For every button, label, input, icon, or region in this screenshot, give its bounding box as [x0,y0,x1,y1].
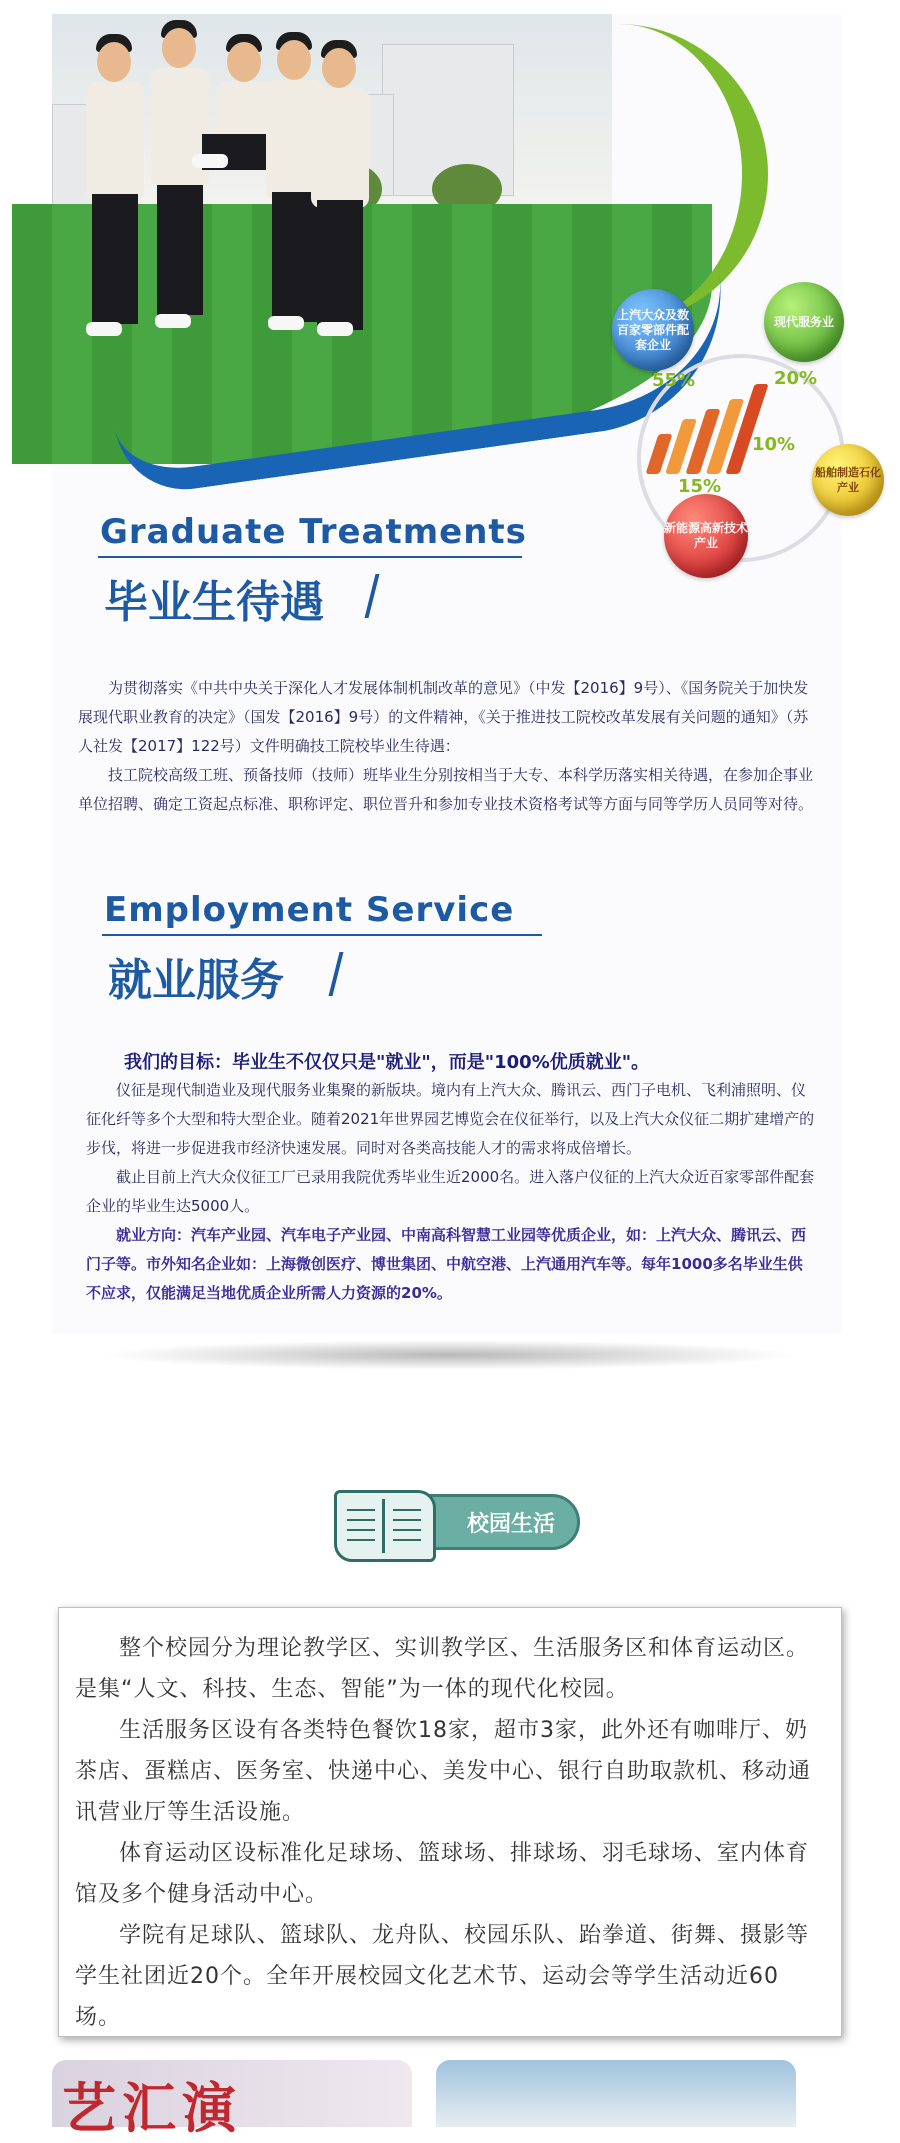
graduate-text [78,674,818,819]
book-icon [334,1490,436,1562]
bubble-modern-service: 现代服务业 [764,282,844,362]
percent-label: 20% [774,368,818,389]
stage-banner-text: 艺汇演 [62,2077,242,2140]
bubble-shipbuilding: 船舶制造石化产业 [812,444,884,516]
slash-mark [365,574,380,618]
employment-title-zh: 就业服务 [108,955,284,1006]
employment-direction: 就业方向：汽车产业园、汽车电子产业园、中南高科智慧工业园等优质企业，如：上汽大众、腾讯云、西门子等。市外知名企业如：上海微创医疗、博世集团、中航空港、上汽通用汽车等。每年1000多名毕业生供不应求，仅能满足当地优质企业所需人力资源的20%。 [86,1226,807,1302]
campus-paragraph: 整个校园分为理论教学区、实训教学区、生活服务区和体育运动区。是集“人文、科技、生态、智能”为一体的现代化校园。 [75,1636,810,1702]
campus-life-box [58,1607,842,2037]
campus-life-label: 校园生活 [404,1494,580,1550]
employment-paragraph: 仪征是现代制造业及现代服务业集聚的新版块。境内有上汽大众、腾讯云、西门子电机、飞利浦照明、仪征化纤等多个大型和特大型企业。随着2021年世界园艺博览会在仪征举行，以及上汽大众仪征二期扩建增产的步伐，将进一步促进我市经济快速发展。同时对各类高技能人才的需求将成倍增长。 [86,1081,815,1157]
employment-text [86,1076,816,1308]
graduate-title-zh: 毕业生待遇 [104,577,324,628]
graduate-title-en: Graduate Treatments [100,512,527,552]
campus-paragraph: 学院有足球队、篮球队、龙舟队、校园乐队、跆拳道、街舞、摄影等学生社团近20个。全年开展校园文化艺术节、运动会等学生活动近60场。 [75,1923,810,2030]
employment-title-en: Employment Service [104,890,515,930]
divider [98,556,522,558]
campus-life-tag [334,1490,580,1556]
campus-paragraph: 生活服务区设有各类特色餐饮18家，超市3家，此外还有咖啡厅、奶茶店、蛋糕店、医务室、快递中心、美发中心、银行自助取款机、移动通讯营业厅等生活设施。 [75,1718,812,1825]
bubble-new-energy: 新能源高新技术产业 [664,494,748,578]
percent-label: 55% [652,370,696,391]
employment-goal: 我们的目标：毕业生不仅仅只是"就业"，而是"100%优质就业"。 [124,1052,650,1073]
arts-performance-photo [52,2060,412,2140]
bubble-auto-industry: 上汽大众及数百家零部件配套企业 [612,289,694,371]
employment-paragraph: 截止目前上汽大众仪征工厂已录用我院优秀毕业生近2000名。进入落户仪征的上汽大众近百家零部件配套企业的毕业生达5000人。 [86,1168,815,1215]
divider [102,934,542,936]
slash-mark [329,952,344,996]
graduate-paragraph: 为贯彻落实《中共中央关于深化人才发展体制机制改革的意见》（中发【2016】9号）、《国务院关于加快发展现代职业教育的决定》（国发【2016】9号）的文件精神，《关于推进技工院校改革发展有关问题的通知》（苏人社发【2017】122号）文件明确技工院校毕业生待遇： [78,679,809,755]
green-swoosh [512,24,768,324]
poster-shadow [100,1340,800,1370]
campus-photo [436,2060,796,2127]
campus-paragraph: 体育运动区设标准化足球场、篮球场、排球场、羽毛球场、室内体育馆及多个健身活动中心。 [75,1841,810,1907]
graduate-paragraph: 技工院校高级工班、预备技师（技师）班毕业生分别按相当于大专、本科学历落实相关待遇，在参加企事业单位招聘、确定工资起点标准、职称评定、职位晋升和参加专业技术资格考试等方面与同等学历人员同等对待。 [78,766,814,813]
percent-label: 10% [752,434,796,455]
percent-label: 15% [678,476,722,497]
recruitment-poster [52,14,881,1334]
